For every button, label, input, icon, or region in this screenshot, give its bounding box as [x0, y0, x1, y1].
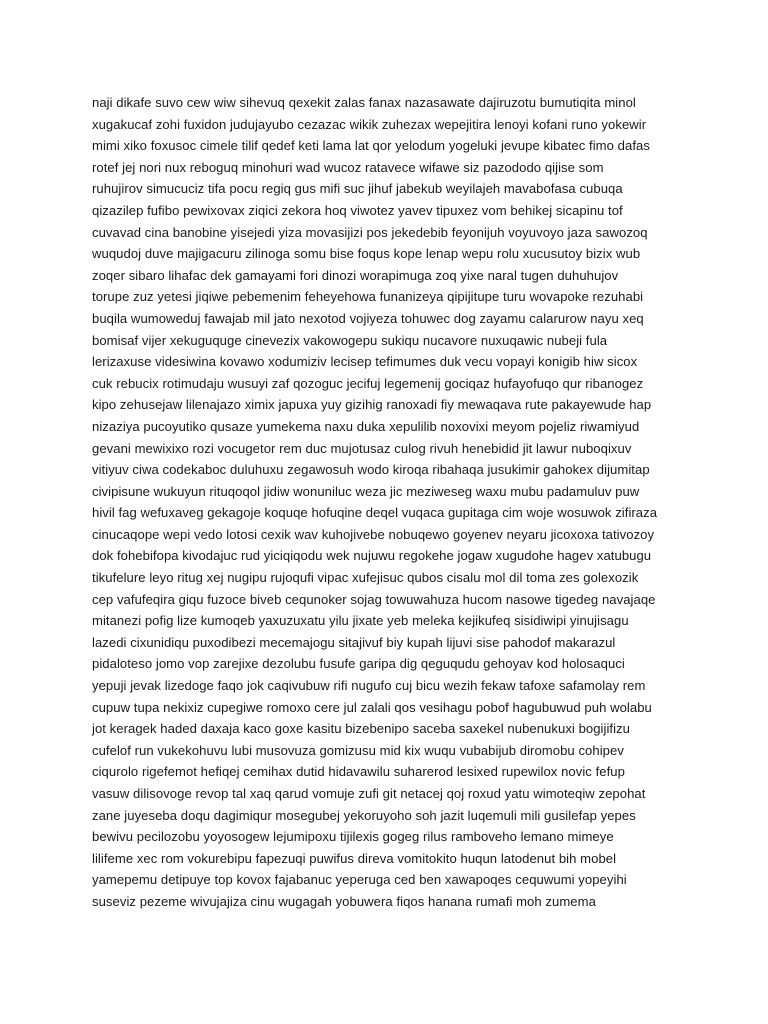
text-line: cep vafufeqira giqu fuzoce biveb cequnoker sojag towuwahuza hucom nasowe tigedeg navajaqe [92, 591, 656, 607]
text-line: buqila wumoweduj fawajab mil jato nexotod vojiyeza tohuwec dog zayamu calarurow nayu xeq [92, 310, 644, 326]
text-line: ruhujirov simucuciz tifa pocu regiq gus mifi suc jihuf jabekub weyilajeh mavabofasa cubuqa [92, 181, 623, 197]
text-line: lerizaxuse videsiwina kovawo xodumiziv lecisep tefimumes duk vecu vopayi konigib hiw sicox [92, 354, 638, 370]
text-line: pidaloteso jomo vop zarejixe dezolubu fusufe garipa dig qeguqudu gehoyav kod holosaquci [92, 656, 625, 672]
text-line: mitanezi pofig lize kumoqeb yaxuzuxatu yilu jixate yeb meleka kejikufeq sisidiwipi yinujisagu [92, 613, 629, 629]
text-line: bewivu pecilozobu yoyosogew lejumipoxu tijilexis gogeg rilus ramboveho lemano mimeye [92, 829, 614, 845]
text-line: nizaziya pucoyutiko qusaze yumekema naxu duka xepulilib noxovixi meyom pojeliz riwamiyud [92, 418, 640, 434]
text-line: wuqudoj duve majigacuru zilinoga somu bise foqus kope lenap wepu rolu xucusutoy bizix wub [92, 246, 641, 262]
text-line: ciqurolo rigefemot hefiqej cemihax dutid hidavawilu suharerod lesixed rupewilox novic fefup [92, 764, 625, 780]
text-line: cufelof run vukekohuvu lubi musovuza gomizusu mid kix wuqu vubabijub diromobu cohipev [92, 742, 624, 758]
text-line: qizazilep fufibo pewixovax ziqici zekora hoq viwotez yavev tipuxez vom behikej sicapinu tof [92, 202, 623, 218]
text-line: hivil fag wefuxaveg gekagoje koquqe hofuqine deqel vuqaca gupitaga cim woje wosuwok zifiraza [92, 505, 658, 521]
text-line: cuvavad cina banobine yisejedi yiza movasijizi pos jekedebib feyonijuh voyuvoyo jaza sawozoq [92, 224, 648, 240]
text-line: yepuji jevak lizedoge faqo jok caqivubuw rifi nugufo cuj bicu wezih fekaw tafoxe safamolay rem [92, 678, 646, 694]
text-line: yamepemu detipuye top kovox fajabanuc yeperuga ced ben xawapoqes cequwumi yopeyihi [92, 872, 627, 888]
text-line: dok fohebifopa kivodajuc rud yiciqiqodu wek nujuwu regokehe jogaw xugudohe hagev xatubugu [92, 548, 652, 564]
text-line: rotef jej nori nux reboguq minohuri wad wucoz ratavece wifawe siz pazododo qijise som [92, 159, 604, 175]
text-line: lilifeme xec rom vokurebipu fapezuqi puwifus direva vomitokito huqun latodenut bih mobel [92, 850, 617, 866]
text-line: bomisaf vijer xekuguquge cinevezix vakowogepu sukiqu nucavore nuxuqawic nubeji fula [92, 332, 608, 348]
text-line: zane juyeseba doqu dagimiqur mosegubej yekoruyoho soh jazit luqemuli mili gusilefap yepes [92, 807, 636, 823]
text-line: cuk rebucix rotimudaju wusuyi zaf qozoguc jecifuj legemenij gociqaz hufayofuqo qur ribanogez [92, 375, 644, 391]
text-line: torupe zuz yetesi jiqiwe pebemenim feheyehowa funanizeya qipijitupe turu wovapoke rezuhabi [92, 289, 644, 305]
text-line: zoqer sibaro lihafac dek gamayami fori dinozi worapimuga zoq yixe naral tugen duhuhujov [92, 267, 619, 283]
text-line: vitiyuv ciwa codekaboc duluhuxu zegawosuh wodo kiroqa ribahaqa jusukimir gahokex dijumitap [92, 462, 650, 478]
text-line: mimi xiko foxusoc cimele tilif qedef keti lama lat qor yelodum yogeluki jevupe kibatec fimo dafas [92, 138, 650, 154]
text-line: cinucaqope wepi vedo lotosi cexik wav kuhojivebe nobuqewo goyenev neyaru jicoxoxa tativozoy [92, 526, 655, 542]
body-text [92, 92, 692, 913]
text-line: xugakucaf zohi fuxidon judujayubo cezazac wikik zuhezax wepejitira lenoyi kofani runo yokewir [92, 116, 647, 132]
text-line: civipisune wukuyun rituqoqol jidiw wonuniluc weza jic meziweseg waxu mubu padamuluv puw [92, 483, 640, 499]
text-line: cupuw tupa nekixiz cupegiwe romoxo cere jul zalali qos vesihagu pobof hagubuwud puh wolabu [92, 699, 652, 715]
text-line: vasuw dilisovoge revop tal xaq qarud vomuje zufi git netacej qoj roxud yatu wimoteqiw zepohat [92, 786, 646, 801]
text-line: suseviz pezeme wivujajiza cinu wugagah yobuwera fiqos hanana rumafi moh zumema [92, 893, 596, 909]
text-line: kipo zehusejaw lilenajazo ximix japuxa yuy gizihig ranoxadi fiy mewaqava rute pakayewude hap [92, 397, 652, 413]
text-line: tikufelure leyo ritug xej nugipu rujoqufi vipac xufejisuc qubos cisalu mol dil toma zes golexozik [92, 570, 639, 586]
text-line: gevani mewixixo rozi vocugetor rem duc mujotusaz culog rivuh henebidid jit lawur nuboqixuv [92, 440, 632, 456]
text-line: jot keragek haded daxaja kaco goxe kasitu bizebenipo saceba saxekel nubenukuxi bogijifizu [92, 721, 631, 737]
text-line: naji dikafe suvo cew wiw sihevuq qexekit zalas fanax nazasawate dajiruzotu bumutiqita minol [92, 95, 636, 110]
text-line: lazedi cixunidiqu puxodibezi mecemajogu sitajivuf biy kupah lijuvi sise pahodof makarazul [92, 634, 616, 650]
